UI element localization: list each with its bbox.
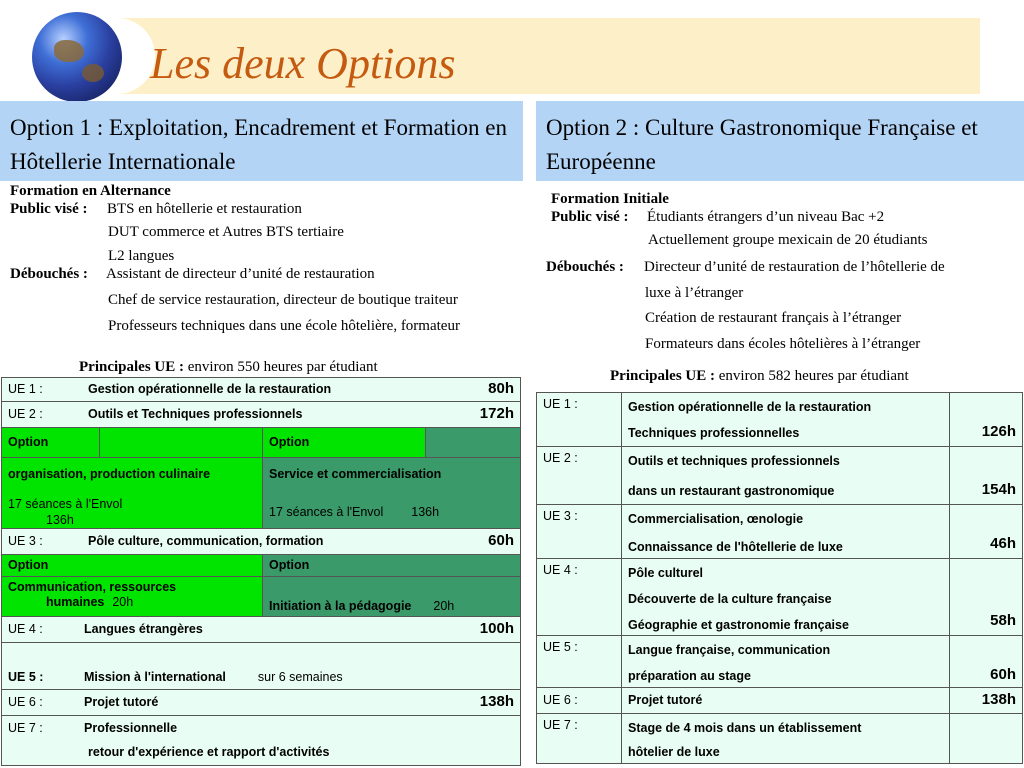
option2-debouche: luxe à l’étranger: [645, 285, 744, 301]
table-row: UE 1 : Gestion opérationnelle de la restauration Techniques professionnelles 126h: [537, 393, 1023, 447]
table-row: UE 2 : Outils et techniques professionnels dans un restaurant gastronomique 154h: [537, 447, 1023, 505]
option2-debouche: Directeur d’unité de restauration de l’hôtellerie de: [644, 259, 945, 275]
table-row: UE 5 : Langue française, communication préparation au stage 60h: [537, 636, 1023, 688]
option1-formation: Formation en Alternance: [10, 183, 171, 199]
option1-public-line: BTS en hôtellerie et restauration: [107, 201, 302, 217]
option2-public-label: Public visé :: [551, 209, 629, 225]
table-row: UE 3 : Pôle culture, communication, formation 60h: [2, 529, 521, 555]
table-row: UE 5 : Mission à l'international sur 6 semaines: [2, 643, 521, 690]
option2-public-line: Actuellement groupe mexicain de 20 étudiants: [648, 232, 928, 248]
table-row: UE 4 : Langues étrangères 100h: [2, 617, 521, 643]
option1-public-line: DUT commerce et Autres BTS tertiaire: [108, 224, 344, 240]
option2-public-line: Étudiants étrangers d’un niveau Bac +2: [647, 209, 885, 225]
table-row: Communication, ressources humaines 20h Initiation à la pédagogie 20h: [2, 577, 521, 617]
option1-ue-summary: Principales UE : environ 550 heures par étudiant: [79, 359, 378, 375]
table-row: UE 7 : Stage de 4 mois dans un établissement hôtelier de luxe: [537, 714, 1023, 764]
table-row: Option Option: [2, 555, 521, 577]
option1-public-line: L2 langues: [108, 248, 175, 264]
option2-formation: Formation Initiale: [551, 191, 669, 207]
table-row: UE 3 : Commercialisation, œnologie Connaissance de l'hôtellerie de luxe 46h: [537, 505, 1023, 559]
table-row: UE 6 : Projet tutoré 138h: [537, 688, 1023, 714]
globe-icon: [32, 12, 122, 102]
table-row: UE 7 : Professionnelle retour d'expérience et rapport d'activités: [2, 716, 521, 766]
option1-debouches-label: Débouchés :: [10, 266, 88, 282]
page-title: Les deux Options: [150, 39, 456, 88]
table-row: UE 4 : Pôle culturel Découverte de la culture française Géographie et gastronomie française 58h: [537, 559, 1023, 636]
option1-ue-table: [1, 377, 521, 766]
option1-debouche: Chef de service restauration, directeur de boutique traiteur: [108, 292, 458, 308]
option1-debouche: Professeurs techniques dans une école hôtelière, formateur: [108, 318, 460, 334]
option1-debouche: Assistant de directeur d’unité de restauration: [106, 266, 375, 282]
option2-debouche: Formateurs dans écoles hôtelières à l’étranger: [645, 336, 921, 352]
option2-ue-table: [536, 392, 1023, 764]
option1-public-label: Public visé :: [10, 201, 88, 217]
table-row: organisation, production culinaire 17 séances à l'Envol 136h Service et commercialisation 17 séances à l'Envol 136h: [2, 458, 521, 529]
table-row: UE 1 : Gestion opérationnelle de la restauration 80h: [2, 378, 521, 402]
option2-ue-summary: Principales UE : environ 582 heures par étudiant: [610, 368, 909, 384]
table-row: UE 6 : Projet tutoré 138h: [2, 690, 521, 716]
table-row: UE 2 : Outils et Techniques professionnels 172h: [2, 402, 521, 428]
table-row: Option Option: [2, 428, 521, 458]
option2-debouche: Création de restaurant français à l’étranger: [645, 310, 902, 326]
option2-debouches-label: Débouchés :: [546, 259, 624, 275]
option1-heading: Option 1 : Exploitation, Encadrement et Formation en Hôtellerie Internationale: [0, 101, 523, 181]
option2-heading: Option 2 : Culture Gastronomique Française et Européenne: [536, 101, 1024, 181]
